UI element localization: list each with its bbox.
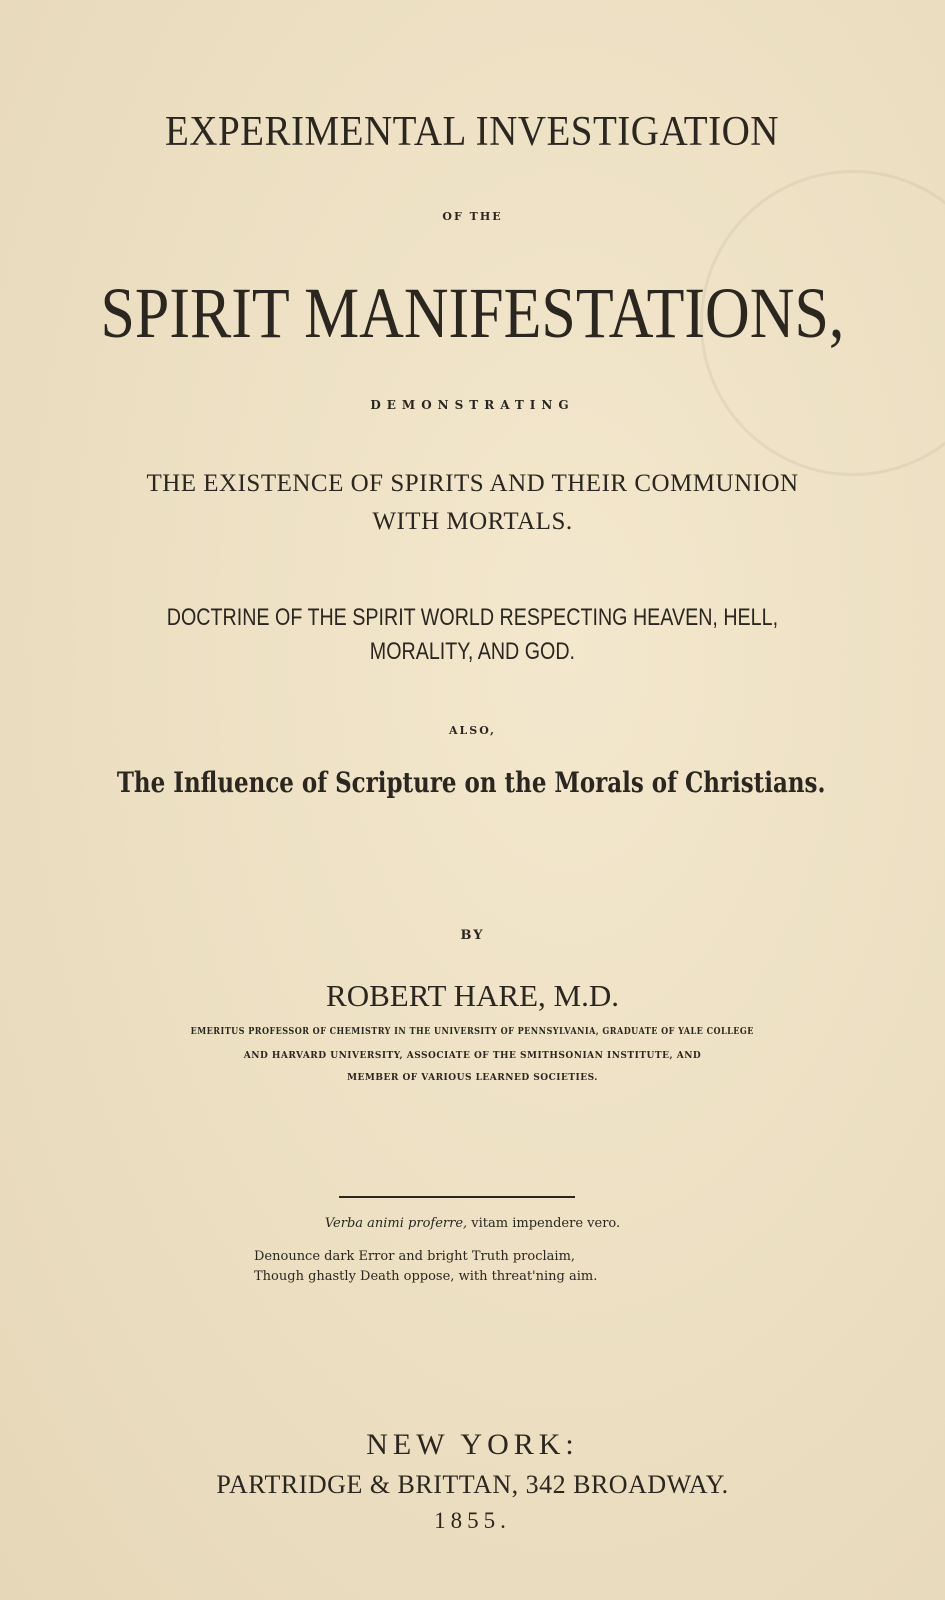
- author-credentials-line-1: EMERITUS PROFESSOR OF CHEMISTRY IN THE UNIVERSITY OF PENNSYLVANIA, GRADUATE OF YALE COLLEGE: [190, 1027, 754, 1037]
- also-label: ALSO,: [449, 724, 496, 737]
- title-line-2: SPIRIT MANIFESTATIONS,: [100, 273, 845, 353]
- demonstrating-label: DEMONSTRATING: [370, 398, 575, 412]
- title-connector: OF THE: [442, 210, 503, 223]
- verse-line-2: Though ghastly Death oppose, with threat'ning aim.: [254, 1269, 598, 1284]
- also-title: The Influence of Scripture on the Morals of Christians.: [116, 766, 826, 799]
- subtitle-b-line-1: DOCTRINE OF THE SPIRIT WORLD RESPECTING HEAVEN, HELL,: [166, 604, 779, 631]
- divider-rule: [339, 1196, 575, 1198]
- author-credentials-line-3: MEMBER OF VARIOUS LEARNED SOCIETIES.: [347, 1073, 598, 1083]
- imprint-city: NEW YORK:: [366, 1428, 579, 1461]
- latin-motto-italic: Verba animi proferre,: [324, 1216, 468, 1231]
- author-name: ROBERT HARE, M.D.: [326, 978, 619, 1013]
- title-line-1: EXPERIMENTAL INVESTIGATION: [164, 109, 779, 155]
- imprint-publisher: PARTRIDGE & BRITTAN, 342 BROADWAY.: [216, 1470, 729, 1499]
- by-label: BY: [460, 928, 485, 943]
- author-credentials-line-2: AND HARVARD UNIVERSITY, ASSOCIATE OF THE SMITHSONIAN INSTITUTE, AND: [243, 1051, 702, 1061]
- subtitle-b-line-2: MORALITY, AND GOD.: [369, 638, 576, 665]
- imprint-year: 1855.: [434, 1508, 511, 1533]
- subtitle-a-line-1: THE EXISTENCE OF SPIRITS AND THEIR COMMUNION: [146, 470, 799, 497]
- subtitle-a-line-2: WITH MORTALS.: [372, 508, 573, 535]
- latin-motto-rest: vitam impendere vero.: [467, 1216, 621, 1231]
- verse-line-1: Denounce dark Error and bright Truth proclaim,: [254, 1249, 576, 1264]
- latin-motto: [0, 1216, 945, 1231]
